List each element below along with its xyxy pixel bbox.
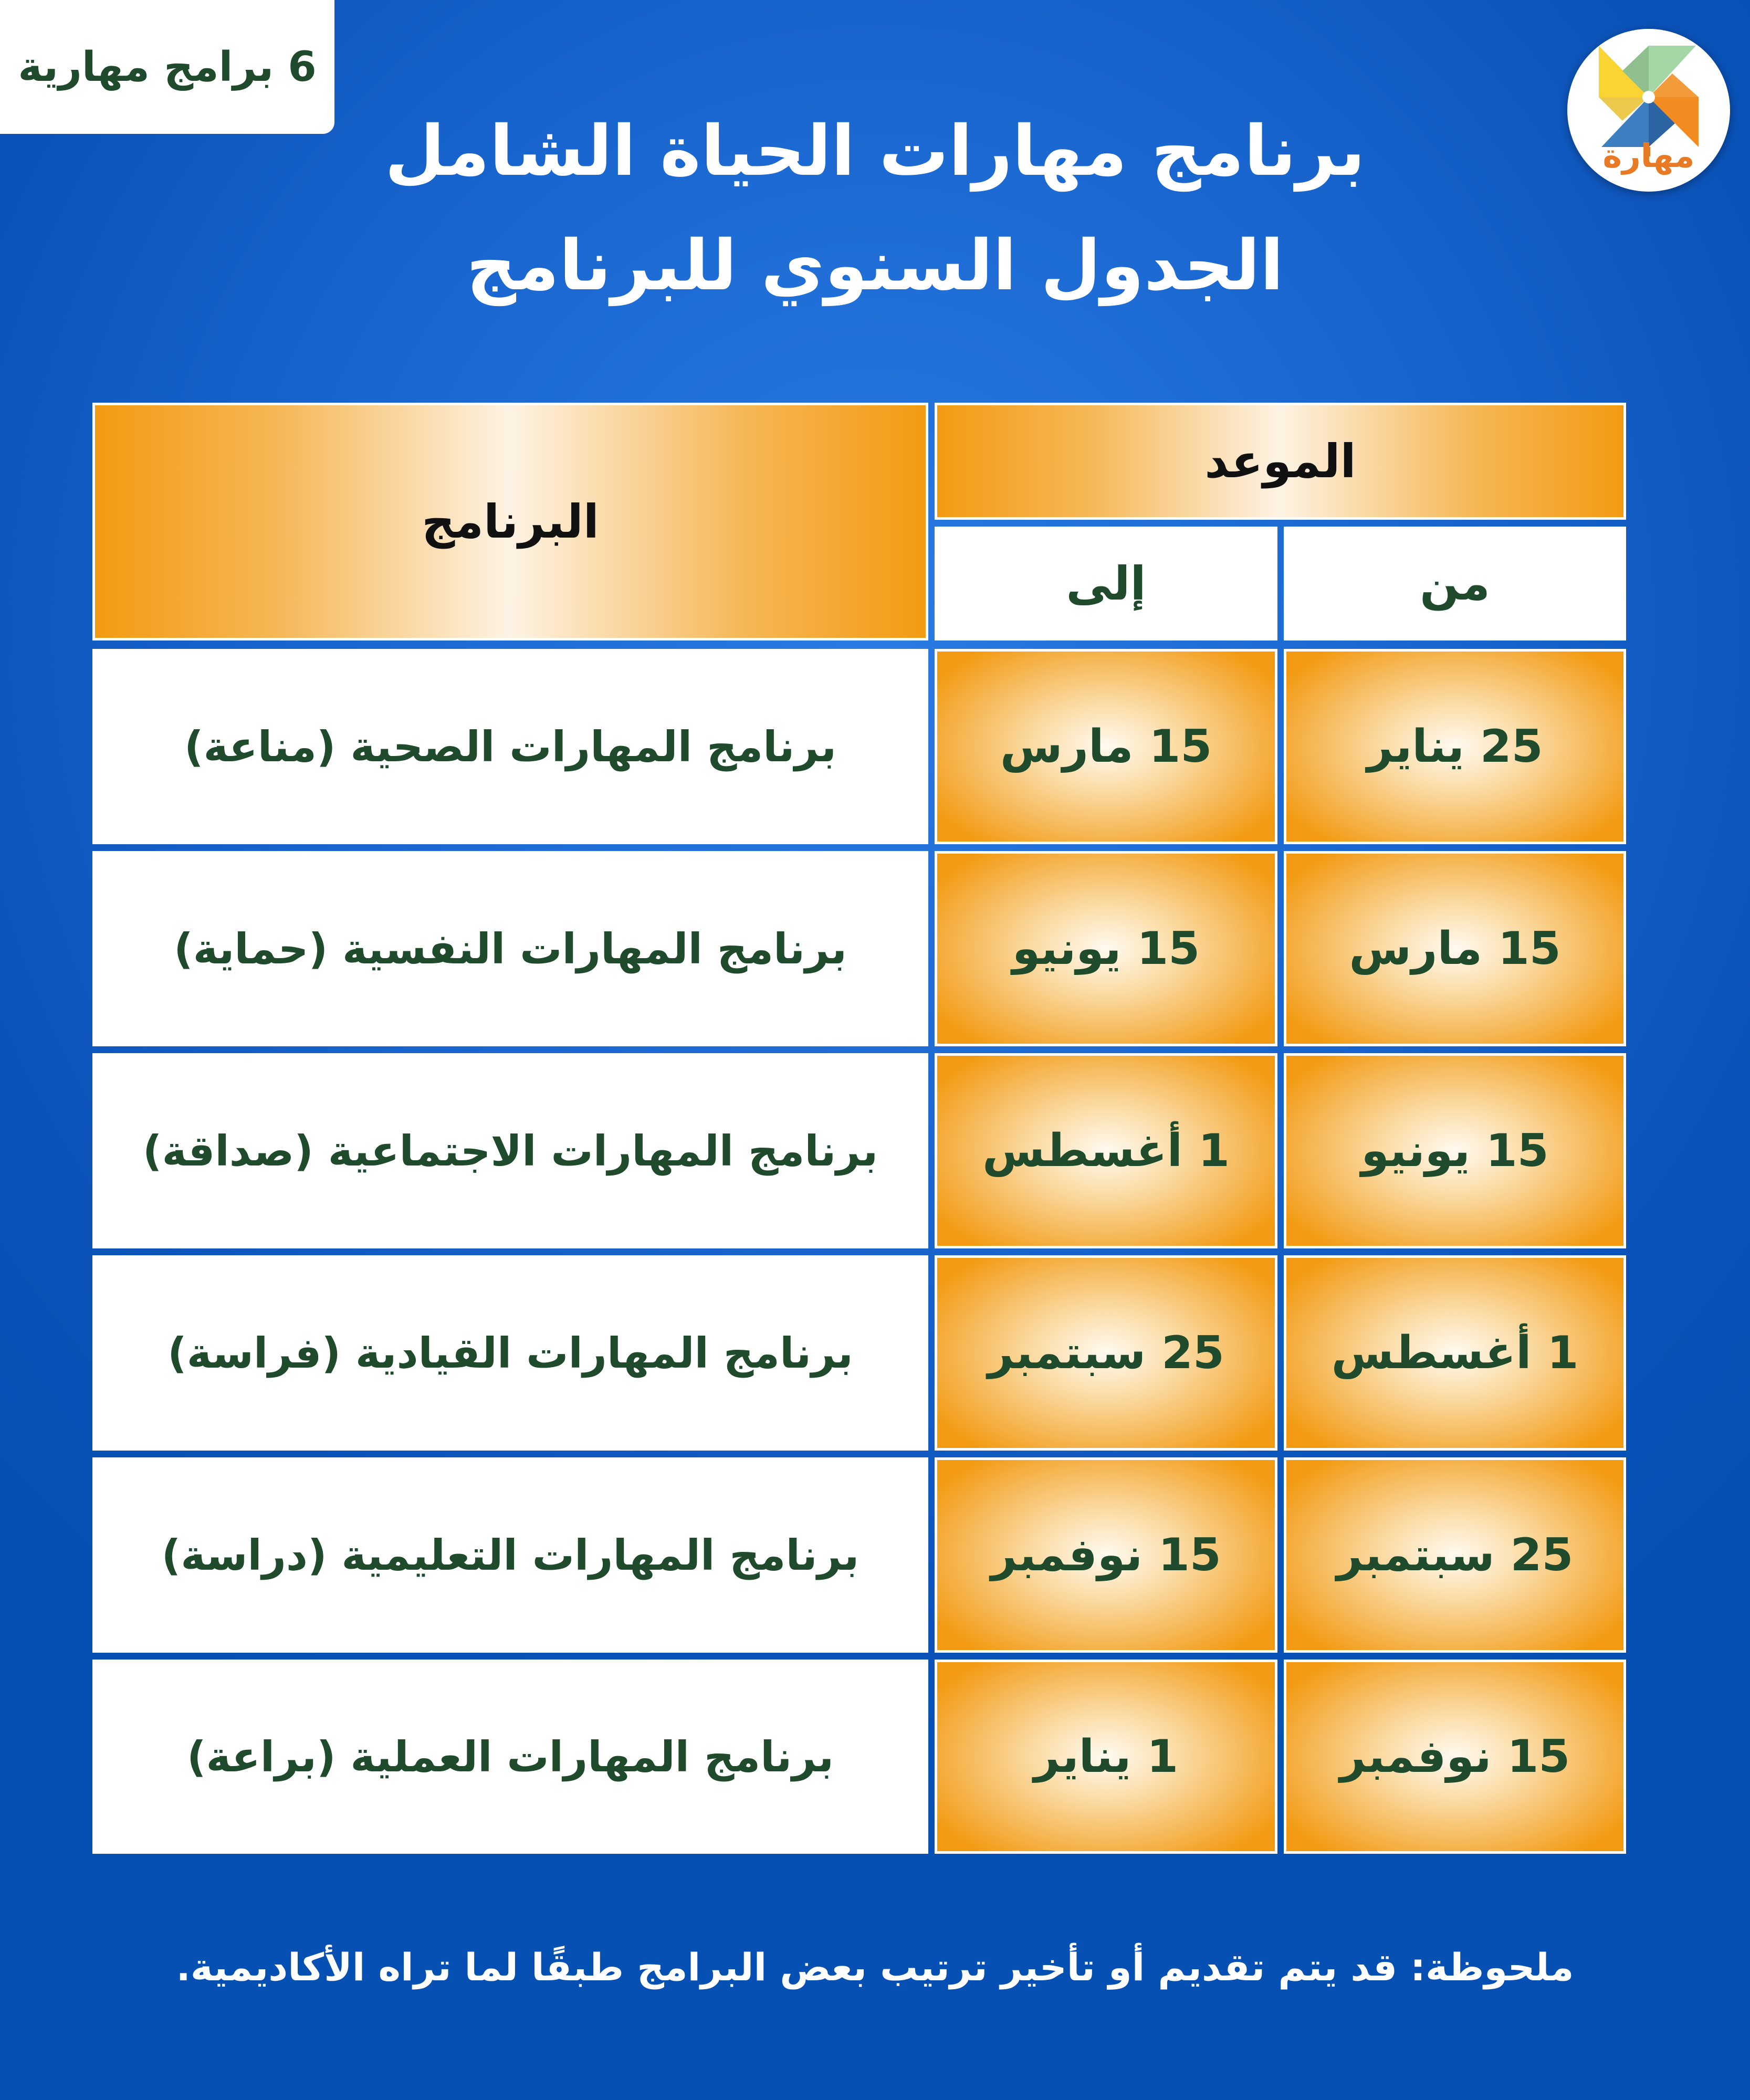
- date-to: 1 يناير: [1033, 1730, 1179, 1783]
- date-to: 25 سبتمبر: [988, 1327, 1224, 1379]
- header-to-label: إلى: [1066, 556, 1146, 611]
- table-row-from: [1284, 1255, 1626, 1451]
- header-program-label: البرنامج: [422, 495, 599, 549]
- date-from: 1 أغسطس: [1331, 1327, 1579, 1379]
- header-from: [1284, 527, 1626, 640]
- table-row-from: [1284, 1457, 1626, 1653]
- program-name: برنامج المهارات العملية (براعة): [186, 1732, 834, 1781]
- date-from: 25 سبتمبر: [1336, 1529, 1574, 1581]
- table-row-from: [1284, 851, 1626, 1046]
- table-row-to: [935, 649, 1277, 844]
- date-to: 1 أغسطس: [982, 1125, 1230, 1177]
- table-row-from: [1284, 1053, 1626, 1248]
- table-row-to: [935, 1255, 1277, 1451]
- date-from: 15 مارس: [1349, 922, 1561, 975]
- program-name: برنامج المهارات القيادية (فراسة): [167, 1328, 853, 1378]
- table-row-program: [92, 1255, 928, 1451]
- table-row-to: [935, 1457, 1277, 1653]
- programs-count-badge: [0, 0, 334, 134]
- table-row-program: [92, 649, 928, 844]
- table-row-program: [92, 1660, 928, 1854]
- date-from: 15 يونيو: [1361, 1125, 1549, 1177]
- table-row-to: [935, 1053, 1277, 1248]
- page-title: برنامج مهارات الحياة الشامل: [384, 111, 1366, 192]
- header-from-label: من: [1420, 556, 1490, 611]
- program-name: برنامج المهارات النفسية (حماية): [174, 924, 847, 973]
- header-date-label: الموعد: [1204, 434, 1356, 488]
- date-from: 15 نوفمبر: [1339, 1730, 1570, 1783]
- program-name: برنامج المهارات الصحية (مناعة): [184, 722, 837, 771]
- date-to: 15 نوفمبر: [991, 1529, 1221, 1581]
- table-row-from: [1284, 1660, 1626, 1854]
- table-row-program: [92, 851, 928, 1046]
- program-name: برنامج المهارات الاجتماعية (صداقة): [142, 1126, 878, 1175]
- header-to: [935, 527, 1277, 640]
- logo-wordmark: مهارة: [1602, 136, 1695, 175]
- table-row-program: [92, 1457, 928, 1653]
- program-name: برنامج المهارات التعليمية (دراسة): [161, 1530, 860, 1580]
- table-row-program: [92, 1053, 928, 1248]
- date-from: 25 يناير: [1367, 720, 1543, 773]
- date-to: 15 مارس: [1000, 720, 1212, 773]
- badge-label: 6 برامج مهارية: [18, 43, 317, 91]
- header-date: [935, 403, 1626, 520]
- table-row-to: [935, 1660, 1277, 1854]
- table-row-from: [1284, 649, 1626, 844]
- header-program: [92, 403, 928, 640]
- footer-note: ملحوظة: قد يتم تقديم أو تأخير ترتيب بعض البرامج طبقًا لما تراه الأكاديمية.: [176, 1945, 1574, 1989]
- date-to: 15 يونيو: [1012, 922, 1200, 975]
- table-row-to: [935, 851, 1277, 1046]
- page-subtitle: الجدول السنوي للبرنامج: [466, 225, 1284, 306]
